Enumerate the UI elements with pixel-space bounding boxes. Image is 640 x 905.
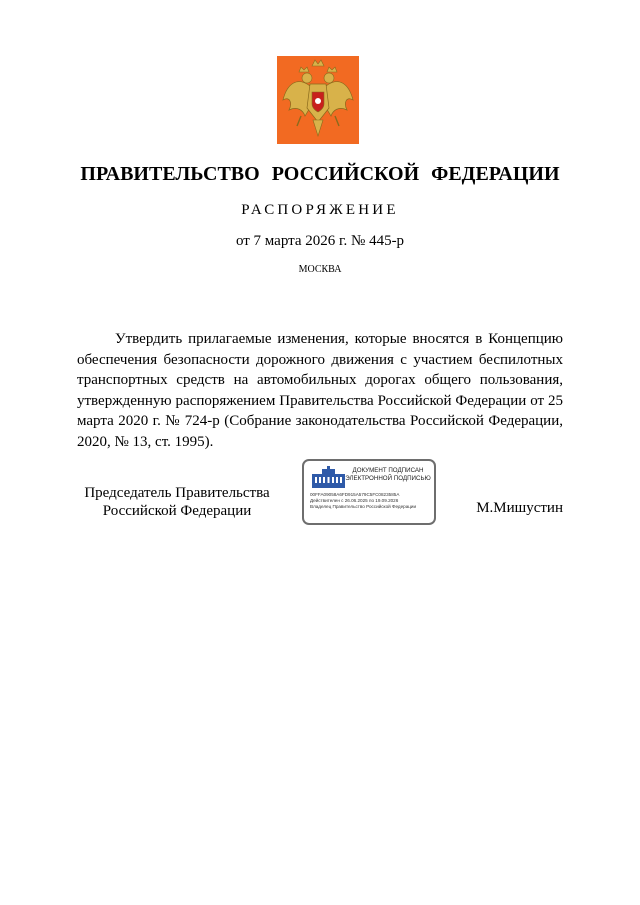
signatory-position: Председатель Правительства Российской Федерации (84, 485, 270, 519)
document-type: РАСПОРЯЖЕНИЕ (241, 202, 399, 218)
stamp-heading: ДОКУМЕНТ ПОДПИСАН ЭЛЕКТРОННОЙ ПОДПИСЬЮ (345, 467, 431, 482)
stamp-owner: Владелец Правительство Российской Федерации (310, 504, 417, 509)
document-city: МОСКВА (298, 264, 342, 275)
russian-coat-of-arms-icon (277, 56, 359, 144)
stamp-details (310, 492, 431, 510)
stamp-validity: Действителен с 26.06.2025 по 19.09.2026 (310, 498, 399, 503)
government-building-icon (312, 466, 345, 488)
government-title: ПРАВИТЕЛЬСТВО РОССИЙСКОЙ ФЕДЕРАЦИИ (80, 163, 560, 185)
coat-of-arms-emblem (277, 56, 359, 144)
signatory-name: М.Мишустин (476, 500, 563, 516)
electronic-signature-stamp (302, 459, 436, 525)
stamp-certificate-number: 00FFA09058A6FD915A579C5FC0823585A (310, 492, 400, 497)
document-date-number: от 7 марта 2026 г. № 445-р (235, 233, 405, 249)
order-body-paragraph: Утвердить прилагаемые изменения, которые вносятся в Концепцию обеспечения безопасности дорожного движения с участием беспилотных транспортных средств на автомобильных дорогах общего пользования, утвержденную распоряжением Правительства Российской Федерации от 25 марта 2020 г. № 724-р (Собрание законодательства Российской Федерации, 2020, № 13, ст. 1995). (77, 331, 563, 450)
